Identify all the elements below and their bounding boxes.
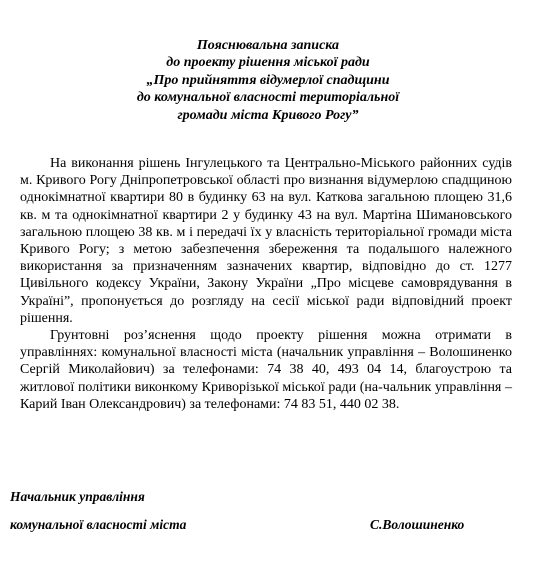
body-paragraph-1: На виконання рішень Інгулецького та Центрально-Міського районних судів м. Кривого Рогу Дніпропетровської області про визнання відумерлою спадщиною однокімнатної квартири 80 в будинку 63 на вул. Каткова загальною площею 31,6 кв. м та однокімнатної квартири 2 у будинку 43 на вул. Мартіна Шимановського загальною площею 38 кв. м і передачі їх у власність територіальної громади міста Кривого Рогу; з метою забезпечення збереження та подальшого належного використання за призначенням зазначених квартир, відповідно до ст. 1277 Цивільного кодексу України, Закону України „Про місцеве самоврядування в Україні”, пропонується до розгляду на сесії міської ради відповідний проект рішення. [20,156,512,326]
title-line-2: до проекту рішення міської ради [166,55,370,71]
title-line-5: громади міста Кривого Рогу” [177,107,359,123]
title-line-4: до комунальної власності територіальної [136,90,400,106]
document-body [20,155,512,413]
title-line-1: Пояснювальна записка [196,38,340,53]
title-line-3: „Про прийняття відумерлої спадщини [146,72,390,88]
signature-position-line-2: комунальної власності міста [10,517,187,532]
document-title [0,37,536,124]
body-paragraph-2: Грунтовні роз’яснення щодо проекту рішення можна отримати в управліннях: комунальної власності міста (начальник управління – Волошиненко Сергій Миколайович) за телефонами: 74 38 40, 493 04 14, благоустрою та житлової політики виконкому Криворізької міської ради (на-чальник управління – Карий Іван Олександрович) за телефонами: 74 83 51, 440 02 38. [20,328,512,412]
signature-name: С.Волошиненко [370,517,465,532]
signature-position-line-1: Начальник управління [10,489,145,504]
